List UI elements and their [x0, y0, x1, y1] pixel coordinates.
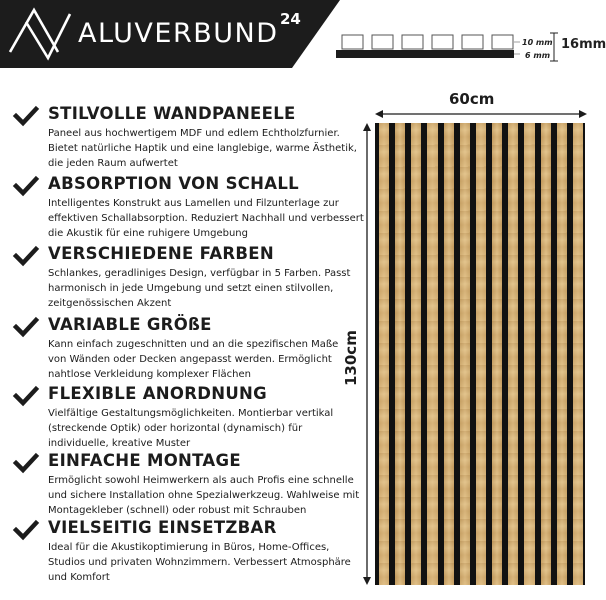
feature-line: und Komfort — [48, 572, 110, 583]
feature-description — [48, 540, 378, 585]
feature-title: VERSCHIEDENE FARBEN — [48, 244, 274, 263]
feature-line: die jeden Raum aufwertet — [48, 158, 178, 169]
feature-title: VARIABLE GRÖßE — [48, 315, 212, 334]
feature-line: nahtlose Verkleidung komplexer Flächen — [48, 369, 251, 380]
feature-line: von Wänden oder Decken angepasst werden. Ermöglicht — [48, 354, 332, 365]
feature-line: Intelligentes Konstrukt aus Lamellen und Filzunterlage zur — [48, 198, 339, 209]
acoustic-panel-image — [375, 123, 585, 585]
feature-title: ABSORPTION VON SCHALL — [48, 174, 299, 193]
checkmark-icon — [14, 386, 38, 406]
wood-slat — [427, 123, 437, 585]
feature-title: EINFACHE MONTAGE — [48, 451, 241, 470]
feature-title: STILVOLLE WANDPANEELE — [48, 104, 296, 123]
feature-description — [48, 337, 378, 382]
slat-thickness-label: 10 mm — [522, 38, 553, 47]
slat-profiles — [342, 35, 513, 49]
feature-line: zeitgenössischen Akzent — [48, 298, 172, 309]
width-arrow — [375, 108, 587, 120]
total-thickness-label: 16mm — [561, 37, 606, 52]
feature-line: individuelle, kreative Muster — [48, 438, 191, 449]
feature-line: effektiven Schallabsorption. Reduziert Nachhall und verbessert — [48, 213, 364, 224]
wood-slat — [492, 123, 502, 585]
feature-line: Vielfältige Gestaltungsmöglichkeiten. Montierbar vertikal — [48, 408, 334, 419]
feature-description — [48, 126, 378, 171]
feature-description — [48, 473, 378, 518]
feature-line: Kann einfach zugeschnitten und an die spezifischen Maße — [48, 339, 339, 350]
brand-name: ALUVERBUND — [78, 18, 279, 49]
feature-description — [48, 266, 378, 311]
height-arrow — [361, 123, 373, 585]
feature-line: Ideal für die Akustikoptimierung in Büros, Home-Offices, — [48, 542, 330, 553]
total-thickness-bracket — [549, 32, 559, 62]
feature-description — [48, 406, 378, 451]
wood-slat — [524, 123, 534, 585]
checkmark-icon — [14, 176, 38, 196]
checkmark-icon — [14, 246, 38, 266]
wood-slat — [476, 123, 486, 585]
feature-title: FLEXIBLE ANORDNUNG — [48, 384, 267, 403]
feature-line: harmonisch in jede Umgebung und setzt einen stilvollen, — [48, 283, 334, 294]
feature-line: und sichere Installation ohne Spezialwerkzeug. Wahlweise mit — [48, 490, 360, 501]
wood-slat — [395, 123, 405, 585]
feature-line: Montagekleber (schnell) oder robust mit Schrauben — [48, 505, 307, 516]
brand-suffix: 24 — [280, 10, 301, 28]
feature-line: die Akustik für eine ruhigere Umgebung — [48, 228, 248, 239]
panel-width-label: 60cm — [449, 90, 495, 108]
wood-slat — [557, 123, 567, 585]
feature-line: Bietet natürliche Haptik und eine langlebige, warme Ästhetik, — [48, 143, 357, 154]
feature-line: Paneel aus hochwertigem MDF und edlem Echtholzfurnier. — [48, 128, 340, 139]
wood-slat — [508, 123, 518, 585]
wood-slat — [541, 123, 551, 585]
wood-slat — [411, 123, 421, 585]
wood-slat — [573, 123, 583, 585]
checkmark-icon — [14, 106, 38, 126]
feature-line: Studios und privaten Wohnzimmern. Verbessert Atmosphäre — [48, 557, 351, 568]
feature-description — [48, 196, 378, 241]
cross-section-diagram — [336, 30, 516, 60]
wood-slat — [379, 123, 389, 585]
checkmark-icon — [14, 317, 38, 337]
wood-slat — [444, 123, 454, 585]
wood-slat — [460, 123, 470, 585]
checkmark-icon — [14, 520, 38, 540]
panel-height-label: 130cm — [342, 330, 360, 386]
felt-thickness-label: 6 mm — [525, 51, 551, 60]
checkmark-icon — [14, 453, 38, 473]
feature-line: Ermöglicht sowohl Heimwerkern als auch Profis eine schnelle — [48, 475, 354, 486]
feature-line: (streckende Optik) oder horizontal (dynamisch) für — [48, 423, 303, 434]
feature-line: Schlankes, geradliniges Design, verfügbar in 5 Farben. Passt — [48, 268, 351, 279]
feature-title: VIELSEITIG EINSETZBAR — [48, 518, 277, 537]
felt-base — [336, 50, 514, 58]
